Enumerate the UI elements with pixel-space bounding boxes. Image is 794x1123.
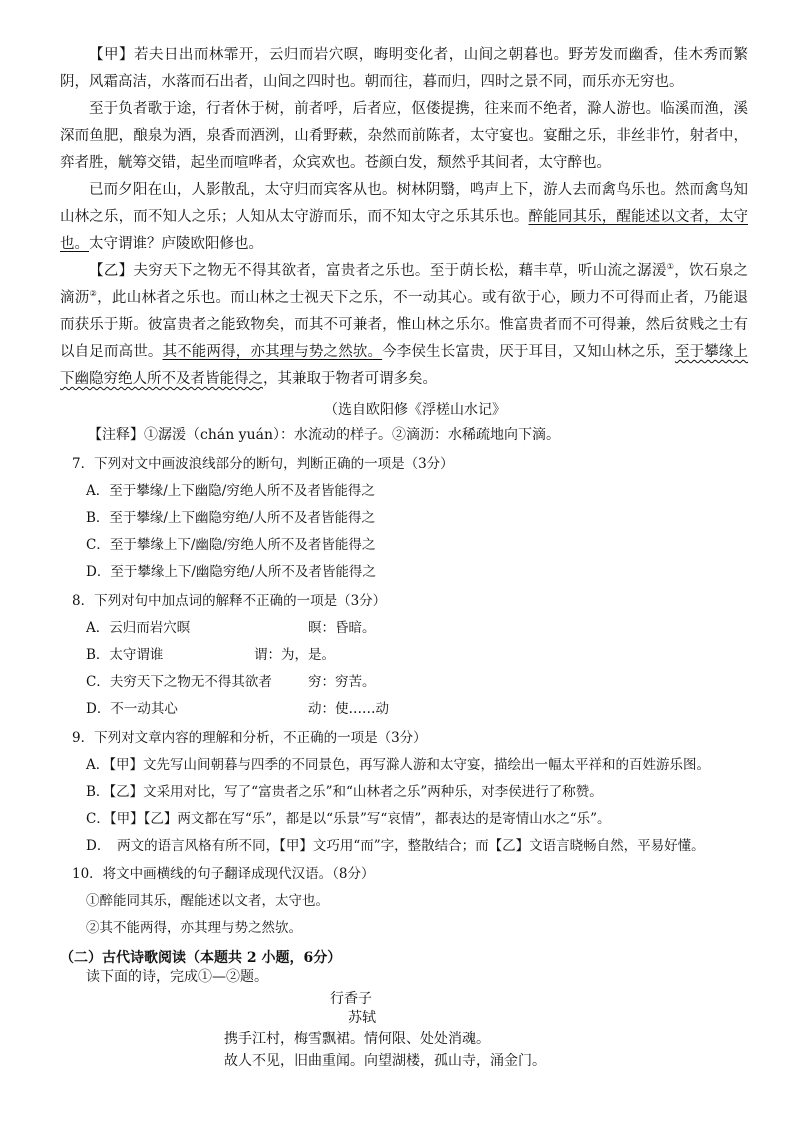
- question-9-stem: 9．下列对文章内容的理解和分析，不正确的一项是（3分）: [72, 730, 427, 746]
- question-8-stem: 8．下列对句中加点词的解释不正确的一项是（3分）: [72, 593, 387, 609]
- passage-jia-p1: 【甲】若夫日出而林霏开，云归而岩穴暝，晦明变化者，山间之朝暮也。野芳发而幽香，佳木秀而繁阴，风霜高洁，水落而石出者，山间之四时也。朝而往，暮而归，四时之景不同，而乐亦无穷也。: [60, 47, 748, 90]
- passage-yi-tag: 【乙】: [89, 263, 134, 279]
- passage-jia-tag: 【甲】: [89, 47, 134, 63]
- reading-passage: [60, 42, 748, 393]
- question-7-option-a: A．至于攀缘/上下幽隐/穷绝人所不及者皆能得之: [86, 483, 375, 499]
- question-9-option-c: C．【甲】【乙】两文都在写“乐”，都是以“乐景”写“哀情”，都表达的是寄情山水之“乐”。: [86, 811, 611, 827]
- question-7-option-b: B．至于攀缘/上下幽隐穷绝/人所不及者皆能得之: [86, 510, 376, 526]
- poem-author: 苏轼: [348, 1010, 376, 1026]
- question-8-option-d: D．不一动其心: [86, 701, 178, 717]
- poem-title: 行香子: [330, 991, 372, 1007]
- question-10-item-1: ①醉能同其乐，醒能述以文者，太守也。: [86, 893, 329, 909]
- source-citation: （选自欧阳修《浮槎山水记》: [324, 402, 506, 418]
- underlined-sentence-1: 醉能同其乐，醒能述以文者，太守也。: [60, 209, 749, 252]
- underlined-sentence-2: 其不能两得，亦其理与势之然欤。: [162, 344, 383, 360]
- question-7-option-d: D．至于攀缘上下/幽隐穷绝/人所不及者皆能得之: [86, 564, 376, 580]
- poem-line-1: 携手江村，梅雪飘裙。情何限、处处消魂。: [224, 1031, 490, 1047]
- question-8-gloss-a: 暝：昏暗。: [308, 620, 376, 636]
- question-8-gloss-c: 穷：穷苦。: [308, 674, 376, 690]
- question-10-stem: 10．将文中画横线的句子翻译成现代汉语。（8分）: [72, 866, 375, 882]
- question-7-option-c: C．至于攀缘上下/幽隐/穷绝人所不及者皆能得之: [86, 537, 376, 553]
- wavy-underlined-sentence: 至于攀缘上下幽隐穷绝人所不及者皆能得之: [60, 344, 749, 387]
- question-9-option-b: B．【乙】文采用对比，写了“富贵者之乐”和“山林者之乐”两种乐，对李侯进行了称赞。: [86, 784, 603, 800]
- footnote-mark-1: ①: [666, 262, 675, 272]
- section-instruction: 读下面的诗，完成①—②题。: [86, 969, 268, 985]
- question-7-stem: 7．下列对文中画波浪线部分的断句，判断正确的一项是（3分）: [72, 456, 454, 472]
- annotation-note: 【注释】①潺湲（chán yuán）：水流动的样子。②滴沥：水稀疏地向下滴。: [88, 427, 560, 443]
- question-8-option-a: A．云归而岩穴暝: [86, 620, 191, 636]
- passage-yi: 【乙】夫穷天下之物无不得其欲者，富贵者之乐也。至于荫长松，藉丰草，听山流之潺湲①，饮石泉之滴沥②，此山林者之乐也。而山林之士视天下之乐，不一动其心。或有欲于心，顾力不可得而止者，乃能退而获乐于斯。彼富贵者之能致物矣，而其不可兼者，惟山林之乐尔。惟富贵者而不可得兼，然后贫贱之士有以自足而高世。其不能两得，亦其理与势之然欤。今李侯生长富贵，厌于耳目，又知山林之乐，至于攀缘上下幽隐穷绝人所不及者皆能得之，其兼取于物者可谓多矣。: [60, 262, 749, 387]
- question-8-gloss-d: 动：使……动: [308, 701, 389, 717]
- passage-jia-p3: 已而夕阳在山，人影散乱，太守归而宾客从也。树林阴翳，鸣声上下，游人去而禽鸟乐也。然而禽鸟知山林之乐，而不知人之乐；人知从太守游而乐，而不知太守之乐其乐也。醉能同其乐，醒能述以文者，太守也。太守谓谁？庐陵欧阳修也。: [60, 182, 749, 252]
- question-8-gloss-b: 谓：为，是。: [254, 647, 335, 663]
- question-10-item-2: ②其不能两得，亦其理与势之然欤。: [86, 920, 302, 936]
- footnote-mark-2: ②: [89, 289, 98, 299]
- poem-line-2: 故人不见，旧曲重闻。向望湖楼，孤山寺，涌金门。: [224, 1053, 546, 1069]
- question-9-option-d: D． 两文的语言风格有所不同，【甲】文巧用“而”字，整散结合；而【乙】文语言晓畅自然，平易好懂。: [86, 838, 705, 854]
- section-heading: （二）古代诗歌阅读（本题共 2 小题，6分）: [60, 950, 342, 966]
- question-8-option-b: B．太守谓谁: [86, 647, 164, 663]
- question-8-option-c: C．夫穷天下之物无不得其欲者: [86, 674, 272, 690]
- note-tag: 【注释】: [88, 427, 144, 443]
- question-9-option-a: A．【甲】文先写山间朝暮与四季的不同景色，再写滁人游和太守宴，描绘出一幅太平祥和的百姓游乐图。: [86, 757, 710, 773]
- passage-jia-p2: 至于负者歌于途，行者休于树，前者呼，后者应，伛偻提携，往来而不绝者，滁人游也。临溪而渔，溪深而鱼肥，酿泉为酒，泉香而酒洌，山肴野蔌，杂然而前陈者，太守宴也。宴酣之乐，非丝非竹，射者中，弈者胜，觥筹交错，起坐而喧哗者，众宾欢也。苍颜白发，颓然乎其间者，太守醉也。: [60, 101, 748, 171]
